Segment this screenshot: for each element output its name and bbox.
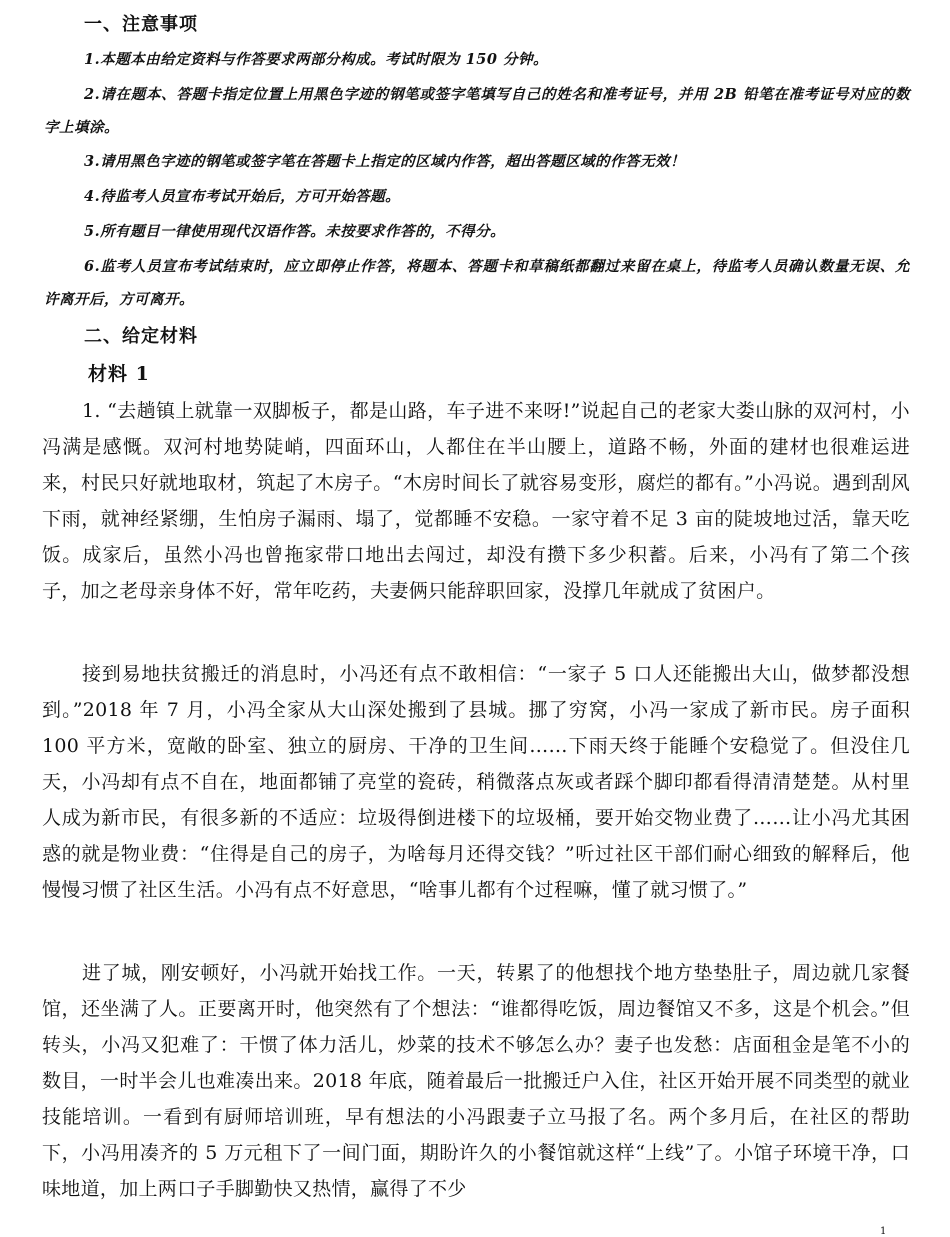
note-5: 5.所有题目一律使用现代汉语作答。未按要求作答的，不得分。 [84, 223, 506, 240]
page-number: 1 [880, 1226, 887, 1237]
material-paragraph-1: 1. “去趟镇上就靠一双脚板子，都是山路，车子进不来呀!”说起自己的老家大娄山脉的双河村，小冯满是感慨。双河村地势陡峭，四面环山，人都住在半山腰上，道路不畅，外面的建材也很难运进来，村民只好就地取材，筑起了木房子。“木房时间长了就容易变形，腐烂的都有。”小冯说。遇到刮风下雨，就神经紧绷，生怕房子漏雨、塌了，觉都睡不安稳。一家守着不足 3 亩的陡坡地过活，靠天吃饭。成家后，虽然小冯也曾拖家带口地出去闯过，却没有攒下多少积蓄。后来，小冯有了第二个孩子，加之老母亲身体不好，常年吃药，夫妻俩只能辞职回家，没撑几年就成了贫困户。 [42, 400, 910, 602]
note-4: 4.待监考人员宣布考试开始后，方可开始答题。 [84, 188, 401, 205]
section1-title: 一、注意事项 [84, 14, 198, 35]
material-paragraph-2: 接到易地扶贫搬迁的消息时，小冯还有点不敢相信：“一家子 5 口人还能搬出大山，做梦都没想到。”2018 年 7 月，小冯全家从大山深处搬到了县城。挪了穷窝，小冯一家成了新市民。房子面积 100 平方米，宽敞的卧室、独立的厨房、干净的卫生间……下雨天终于能睡个安稳觉了。但没住几天，小冯却有点不自在，地面都铺了亮堂的瓷砖，稍微落点灰或者踩个脚印都看得清清楚楚。从村里人成为新市民，有很多新的不适应：垃圾得倒进楼下的垃圾桶，要开始交物业费了……让小冯尤其困惑的就是物业费：“住得是自己的房子，为啥每月还得交钱？”听过社区干部们耐心细致的解释后，他慢慢习惯了社区生活。小冯有点不好意思，“啥事儿都有个过程嘛，懂了就习惯了。” [42, 663, 910, 901]
note-2: 2.请在题本、答题卡指定位置上用黑色字迹的钢笔或签字笔填写自己的姓名和准考证号，并用 2B 铅笔在准考证号对应的数字上填涂。 [44, 86, 910, 136]
note-1: 1.本题本由给定资料与作答要求两部分构成。考试时限为 150 分钟。 [84, 51, 548, 68]
material-paragraph-3: 进了城，刚安顿好，小冯就开始找工作。一天，转累了的他想找个地方垫垫肚子，周边就几家餐馆，还坐满了人。正要离开时，他突然有了个想法：“谁都得吃饭，周边餐馆又不多，这是个机会。”但转头，小冯又犯难了：干惯了体力活儿，炒菜的技术不够怎么办？妻子也发愁：店面租金是笔不小的数目，一时半会儿也难凑出来。2018 年底，随着最后一批搬迁户入住，社区开始开展不同类型的就业技能培训。一看到有厨师培训班，早有想法的小冯跟妻子立马报了名。两个多月后，在社区的帮助下，小冯用凑齐的 5 万元租下了一间门面，期盼许久的小餐馆就这样“上线”了。小馆子环境干净，口味地道，加上两口子手脚勤快又热情，赢得了不少 [42, 962, 910, 1200]
note-6: 6.监考人员宣布考试结束时，应立即停止作答，将题本、答题卡和草稿纸都翻过来留在桌上，待监考人员确认数量无误、允许离开后，方可离开。 [44, 258, 910, 308]
note-3: 3.请用黑色字迹的钢笔或签字笔在答题卡上指定的区域内作答，超出答题区域的作答无效！ [84, 153, 686, 170]
section2-title: 二、给定材料 [84, 326, 198, 347]
material-title: 材料 1 [88, 363, 150, 385]
